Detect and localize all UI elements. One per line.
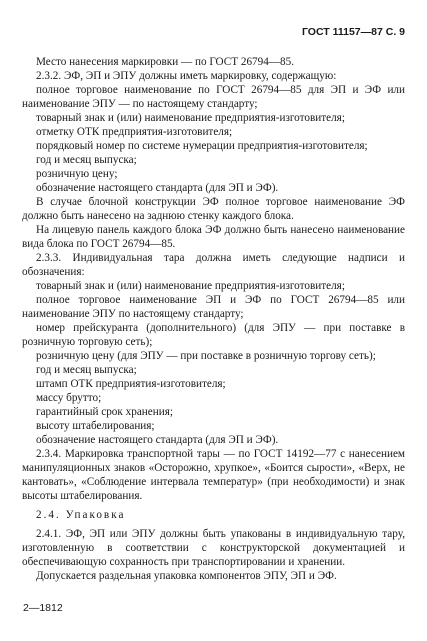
paragraph: обозначение настоящего стандарта (для ЭП и ЭФ). <box>36 182 279 194</box>
paragraph: высоту штабелирования; <box>36 420 155 432</box>
paragraph: На лицевую панель каждого блока ЭФ должно быть нанесено наименование вида блока по ГОСТ 26794—85. <box>22 224 405 250</box>
paragraph: 2.3.3. Индивидуальная тара должна иметь следующие надписи и обозначения: <box>22 252 405 278</box>
paragraph: розничную цену; <box>36 168 118 180</box>
paragraph: товарный знак и (или) наименование предприятия-изготовителя; <box>36 280 345 292</box>
paragraph: полное торговое наименование по ГОСТ 26794—85 для ЭП и ЭФ или наименование ЭПУ — по настоящему стандарту; <box>22 84 405 110</box>
paragraph: 2.4.1. ЭФ, ЭП или ЭПУ должны быть упакованы в индивидуальную тару, изготовленную в соответствии с конструкторской документацией и обеспечивающую сохранность при транспортировании и хранении. <box>22 528 405 568</box>
paragraph: обозначение настоящего стандарта (для ЭП и ЭФ). <box>36 434 279 446</box>
paragraph: отметку ОТК предприятия-изготовителя; <box>36 126 233 138</box>
paragraph: год и месяц выпуска; <box>36 154 137 166</box>
paragraph: гарантийный срок хранения; <box>36 406 173 418</box>
page-header: ГОСТ 11157—87 С. 9 <box>301 26 405 38</box>
paragraph: Допускается раздельная упаковка компонентов ЭПУ, ЭП и ЭФ. <box>36 570 337 582</box>
paragraph: номер прейскуранта (дополнительного) (для ЭПУ — при поставке в розничную торговую сеть); <box>22 322 405 348</box>
section-title <box>22 508 405 522</box>
paragraph: массу брутто; <box>36 392 102 404</box>
paragraph: розничную цену (для ЭПУ — при поставке в розничную торгову сеть); <box>36 350 376 362</box>
paragraph: порядковый номер по системе нумерации предприятия-изготовителя; <box>36 140 368 152</box>
paragraph: В случае блочной конструкции ЭФ полное торговое наименование ЭФ должно быть нанесено на заднюю стенку каждого блока. <box>22 196 405 222</box>
paragraph: штамп ОТК предприятия-изготовителя; <box>36 378 226 390</box>
paragraph: 2.3.2. ЭФ, ЭП и ЭПУ должны иметь маркировку, содержащую: <box>36 70 337 82</box>
paragraph: полное торговое наименование ЭП и ЭФ по ГОСТ 26794—85 или наименование ЭПУ по настоящему стандарту; <box>22 294 405 320</box>
document-body <box>22 55 405 583</box>
paragraph: год и месяц выпуска; <box>36 364 137 376</box>
paragraph: 2.3.4. Маркировка транспортной тары — по ГОСТ 14192—77 с нанесением манипуляционных знаков «Осторожно, хрупкое», «Боится сырости», «Верх, не кантовать», «Соблюдение интервала температур» (при необходимости) и знак высоты штабелирования. <box>22 448 405 502</box>
paragraph: Место нанесения маркировки — по ГОСТ 26794—85. <box>36 56 294 68</box>
section-title-text: 2.4. Упаковка <box>36 509 126 521</box>
printer-signature: 2—1812 <box>23 602 63 614</box>
paragraph: товарный знак и (или) наименование предприятия-изготовителя; <box>36 112 345 124</box>
